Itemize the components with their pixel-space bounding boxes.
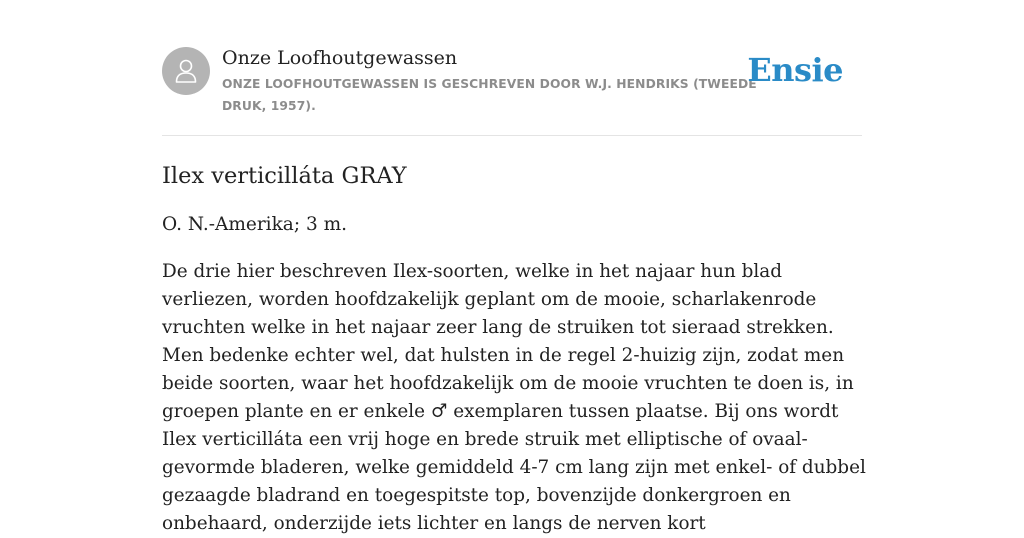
publication-title[interactable]: Onze Loofhoutgewassen <box>222 47 458 69</box>
publication-subtitle: ONZE LOOFHOUTGEWASSEN IS GESCHREVEN DOOR W.J. HENDRIKS (TWEEDE DRUK, 1957). <box>222 77 757 113</box>
ensie-logo[interactable]: Ensie <box>747 51 843 89</box>
user-silhouette-icon <box>162 47 210 95</box>
avatar[interactable] <box>162 47 210 95</box>
publication-header <box>162 46 862 136</box>
page <box>162 0 866 538</box>
entry-meta: O. N.-Amerika; 3 m. <box>162 214 348 235</box>
entry-body: De drie hier beschreven Ilex-soorten, welke in het najaar hun blad verliezen, worden hoofdzakelijk geplant om de mooie, scharlakenrode vruchten welke in het najaar zeer lang de struiken tot sieraad strekken. Men bedenke echter wel, dat hulsten in de regel 2-huizig zijn, zodat men beide soorten, waar het hoofdzakelijk om de mooie vruchten te doen is, in groepen plante en er enkele ♂ exemplaren tussen plaatse. Bij ons wordt Ilex verticilláta een vrij hoge en brede struik met elliptische of ovaal-gevormde bladeren, welke gemiddeld 4-7 cm lang zijn met enkel- of dubbel gezaagde bladrand en toegespitste top, bovenzijde donkergroen en onbehaard, onderzijde iets lichter en langs de nerven kort <box>162 261 866 534</box>
entry-title: Ilex verticilláta GRAY <box>162 163 407 189</box>
